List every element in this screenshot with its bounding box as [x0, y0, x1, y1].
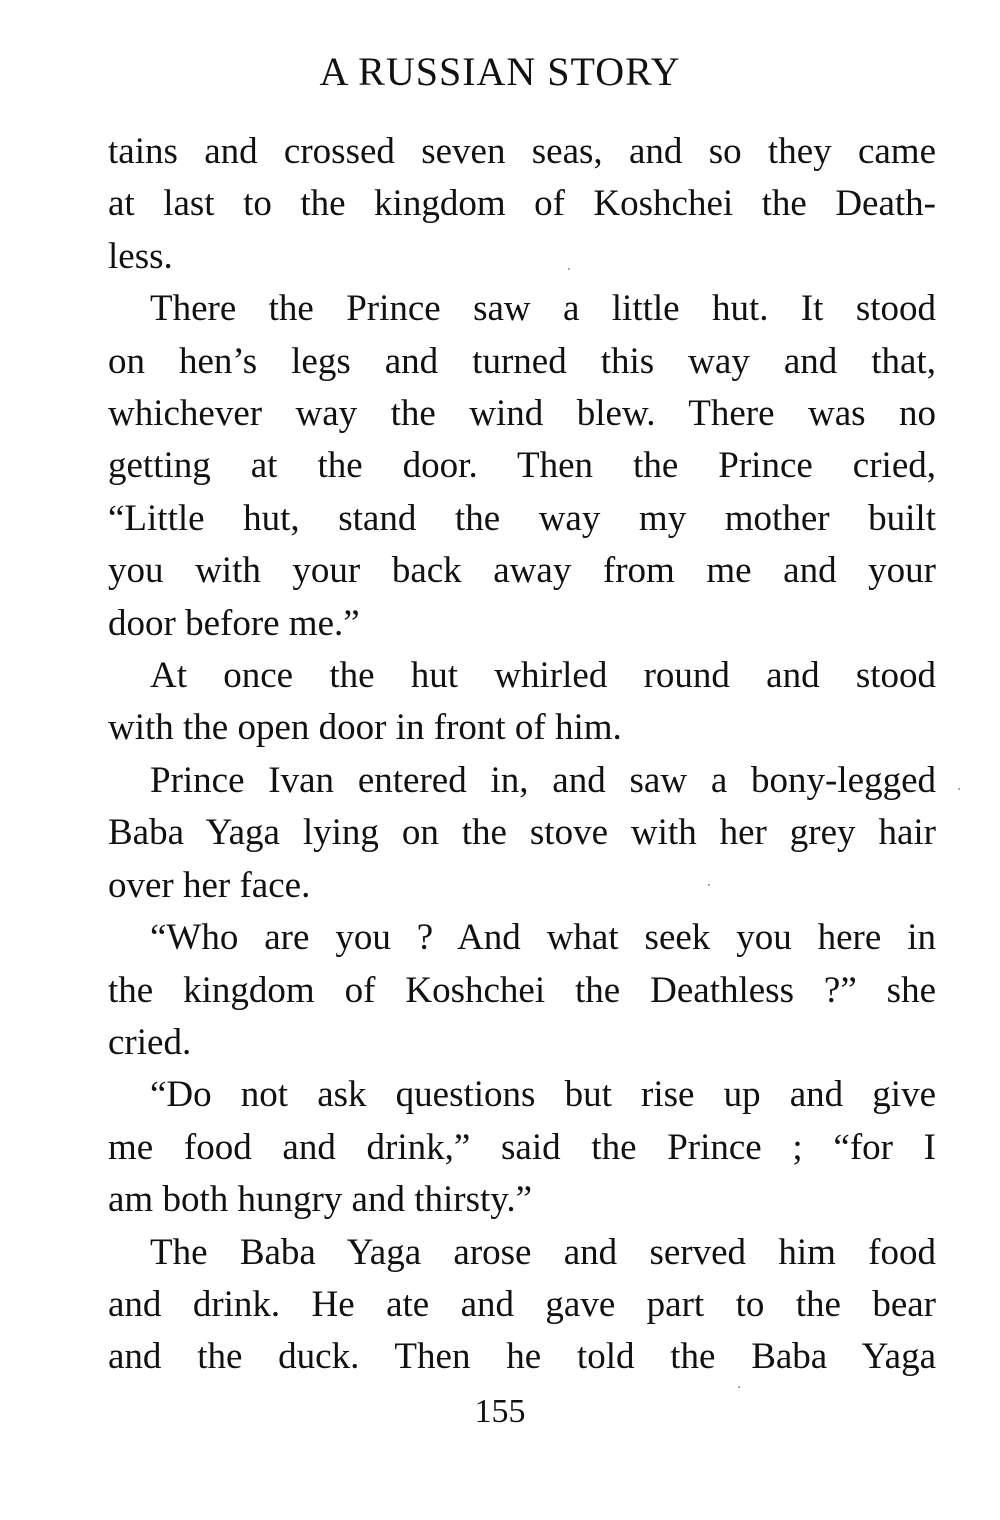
text-line: and drink. He ate and gave part to the bear	[108, 1283, 936, 1325]
text-line: the kingdom of Koshchei the Deathless ?” she	[108, 969, 936, 1011]
text-line: over her face.	[108, 864, 311, 906]
text-line: cried.	[108, 1021, 192, 1063]
body-text	[108, 126, 936, 1384]
scan-speck	[708, 884, 710, 886]
text-line: “Who are you ? And what seek you here in	[150, 917, 936, 959]
text-line: Baba Yaga lying on the stove with her grey hair	[108, 812, 936, 854]
running-header: A RUSSIAN STORY	[319, 49, 681, 94]
text-line: tains and crossed seven seas, and so they came	[108, 131, 936, 172]
paragraph	[108, 912, 936, 1069]
text-line: getting at the door. Then the Prince cried,	[108, 445, 936, 487]
scan-speck	[958, 788, 960, 790]
text-line: At once the hut whirled round and stood	[150, 655, 936, 697]
text-line: me food and drink,” said the Prince ; “for I	[108, 1126, 936, 1168]
scan-speck	[738, 1386, 740, 1388]
paragraph	[108, 1069, 936, 1226]
text-line: on hen’s legs and turned this way and that,	[108, 340, 936, 382]
text-line: The Baba Yaga arose and served him food	[150, 1231, 936, 1273]
text-line: door before me.”	[108, 602, 360, 644]
text-line: am both hungry and thirsty.”	[108, 1179, 533, 1221]
text-line: “Do not ask questions but rise up and give	[150, 1074, 936, 1116]
text-line: at last to the kingdom of Koshchei the Death-	[108, 183, 936, 225]
text-line: and the duck. Then he told the Baba Yaga	[108, 1336, 936, 1378]
paragraph	[108, 650, 936, 755]
text-line: less.	[108, 235, 173, 277]
text-line: Prince Ivan entered in, and saw a bony-legged	[150, 759, 936, 801]
text-line: you with your back away from me and your	[108, 550, 936, 592]
text-line: whichever way the wind blew. There was no	[108, 393, 936, 435]
page-number: 155	[474, 1393, 526, 1430]
text-line: “Little hut, stand the way my mother built	[108, 497, 936, 539]
text-line: There the Prince saw a little hut. It stood	[150, 288, 936, 330]
paragraph	[108, 126, 936, 283]
paragraph	[108, 1227, 936, 1384]
paragraph	[108, 755, 936, 912]
paragraph	[108, 283, 936, 650]
scan-speck	[568, 268, 570, 270]
text-line: with the open door in front of him.	[108, 707, 622, 749]
